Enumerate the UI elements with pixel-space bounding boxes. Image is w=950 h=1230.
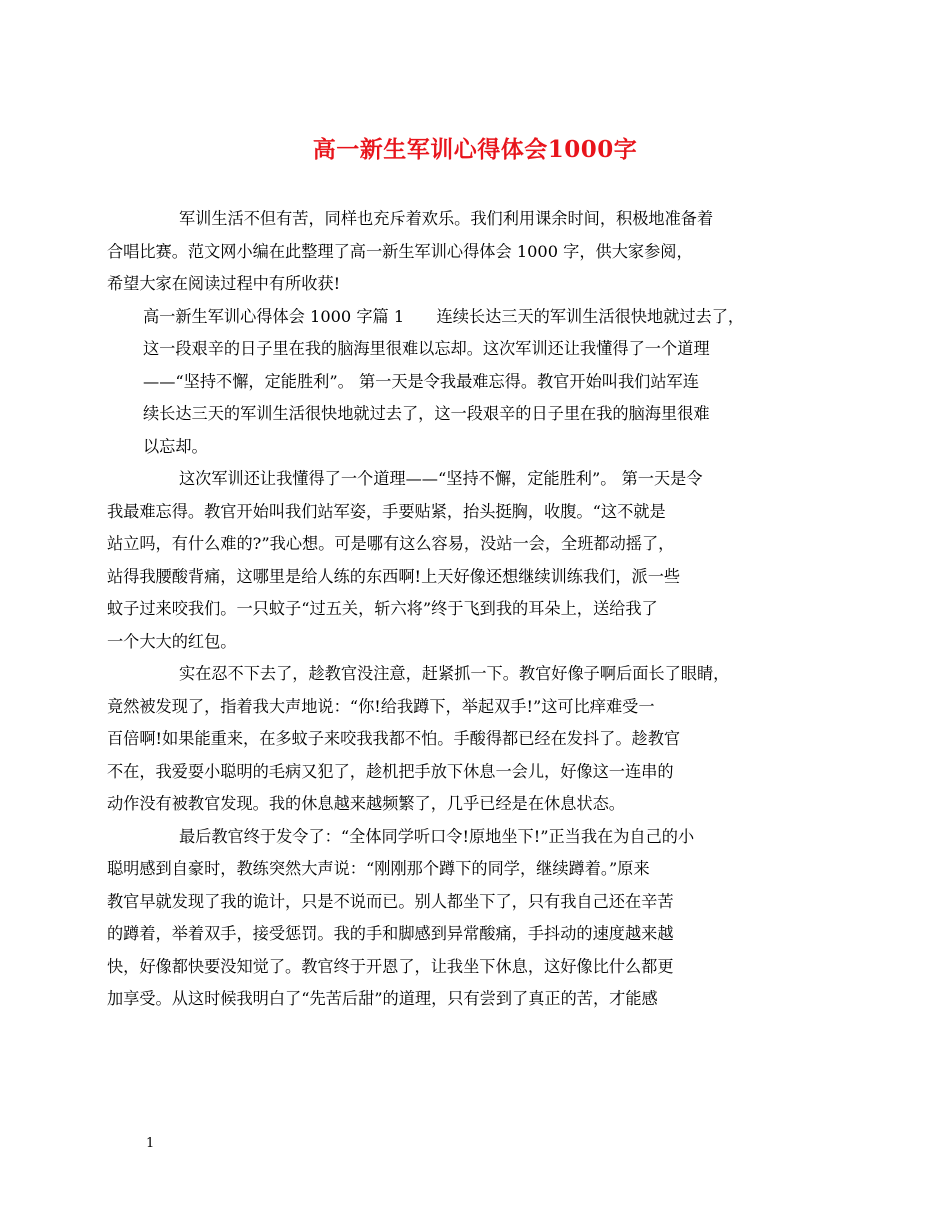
paragraph-line: 这一段艰辛的日子里在我的脑海里很难以忘却。这次军训还让我懂得了一个道理: [143, 339, 710, 358]
paragraph-line: 蚊子过来咬我们。一只蚊子“过五关，斩六将”终于飞到我的耳朵上，送给我了: [107, 599, 658, 618]
paragraph-line: 以忘却。: [143, 436, 208, 456]
paragraph-line: 的蹲着，举着双手，接受惩罚。我的手和脚感到异常酸痛，手抖动的速度越来越: [107, 924, 674, 943]
paragraph-line: 动作没有被教官发现。我的休息越来越频繁了，几乎已经是在休息状态。: [107, 794, 625, 813]
document-body: [107, 203, 823, 1016]
paragraph-line: 不在，我爱耍小聪明的毛病又犯了，趁机把手放下休息一会儿，好像这一连串的: [107, 761, 674, 781]
document-title: 高一新生军训心得体会1000字: [312, 136, 638, 163]
paragraph-4: [107, 658, 823, 821]
paragraph-line: 聪明感到自豪时，教练突然大声说：“刚刚那个蹲下的同学，继续蹲着。”原来: [107, 859, 650, 878]
paragraph-line: 我最难忘得。教官开始叫我们站军姿，手要贴紧，抬头挺胸，收腹。“这不就是: [107, 501, 666, 521]
paragraph-5: [107, 821, 823, 1016]
paragraph-line: 合唱比赛。范文网小编在此整理了高一新生军训心得体会 1000 字，供大家参阅，: [107, 241, 693, 261]
paragraph-line: 教官早就发现了我的诡计，只是不说而已。别人都坐下了，只有我自己还在辛苦: [107, 891, 674, 911]
paragraph-3: [107, 463, 823, 658]
paragraph-line: 一个大大的红包。: [107, 631, 237, 651]
paragraph-2: [143, 301, 823, 464]
paragraph-line: 军训生活不但有苦，同样也充斥着欢乐。我们利用课余时间，积极地准备着: [179, 209, 714, 228]
paragraph-line: 高一新生军训心得体会 1000 字篇 1 连续长达三天的军训生活很快地就过去了，: [143, 306, 745, 326]
paragraph-line: 快，好像都快要没知觉了。教官终于开恩了，让我坐下休息，这好像比什么都更: [107, 956, 674, 976]
paragraph-line: 站立吗，有什么难的?”我心想。可是哪有这么容易，没站一会，全班都动摇了，: [107, 534, 675, 553]
paragraph-line: 百倍啊!如果能重来，在多蚊子来咬我我都不怕。手酸得都已经在发抖了。趁教官: [107, 729, 681, 748]
paragraph-line: ——“坚持不懈，定能胜利”。 第一天是令我最难忘得。教官开始叫我们站军连: [143, 371, 699, 391]
paragraph-line: 竟然被发现了，指着我大声地说：“你!给我蹲下，举起双手!”这可比痒难受一: [107, 696, 655, 716]
paragraph-line: 续长达三天的军训生活很快地就过去了，这一段艰辛的日子里在我的脑海里很难: [143, 404, 710, 423]
paragraph-1: [107, 203, 823, 301]
paragraph-line: 加享受。从这时候我明白了“先苦后甜”的道理，只有尝到了真正的苦，才能感: [107, 989, 658, 1008]
paragraph-line: 实在忍不下去了，趁教官没注意，赶紧抓一下。教官好像子啊后面长了眼睛，: [179, 664, 730, 683]
paragraph-line: 这次军训还让我懂得了一个道理——“坚持不懈，定能胜利”。 第一天是令: [179, 469, 703, 488]
paragraph-line: 站得我腰酸背痛，这哪里是给人练的东西啊!上天好像还想继续训练我们，派一些: [107, 566, 681, 586]
paragraph-line: 最后教官终于发令了：“全体同学听口令!原地坐下!”正当我在为自己的小: [179, 826, 695, 846]
paragraph-line: 希望大家在阅读过程中有所收获!: [107, 274, 341, 293]
page-number: 1: [146, 1136, 155, 1151]
